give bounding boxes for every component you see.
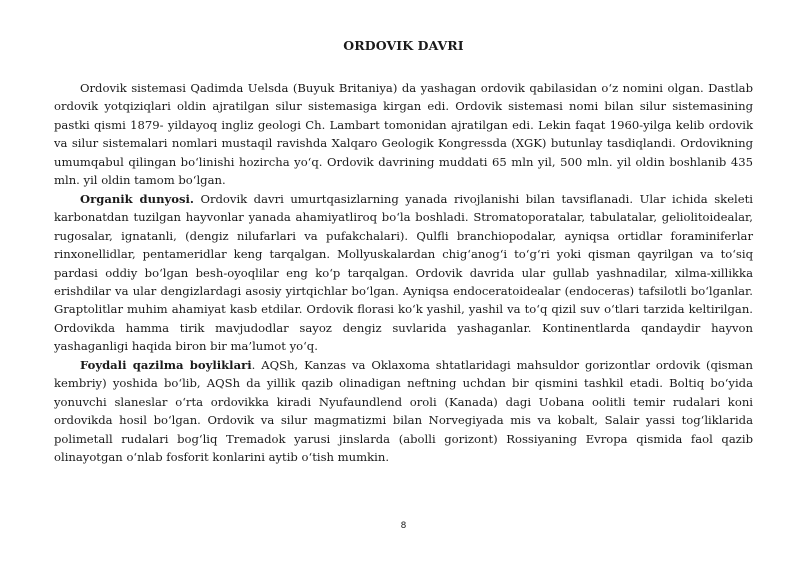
paragraph-text: Ordovik davri umurtqasizlarning yanada rivojlanishi bilan tavsiflanadi. Ular ichida skeleti karbonatdan tuzilgan hayvonlar yanada ahamiyatliroq bo‘la boshladi. Stromatoporatalar, tabulatalar, geliolitoidealar, rugosalar, ignatanli, (dengiz nilufarlari va pufakchalari). Qulfli branchiopodalar, ayniqsa ortidlar foraminiferlar rinxonellidlar, pentameridlar keng tarqalgan. Mollyuskalardan chig‘anog‘i to‘g‘ri yoki qisman qayrilgan va to‘siq pardasi oddiy bo‘lgan besh-oyoqlilar eng ko‘p tarqalgan. Ordovik davrida ular gullab yashnadilar, xilma-xillikka erishdilar va ular dengizlardagi asosiy yirtqichlar bo‘lgan. Ayniqsa endoceratoidealar (endoceras) tafsilotli bo‘lganlar. Graptolitlar muhim ahamiyat kasb etdilar. Ordovik florasi ko‘k yashil, yashil va to‘q qizil suv o‘tlari tarzida keltirilgan. Ordovikda hamma tirik mavjudodlar sayoz dengiz suvlarida yashaganlar. Kontinentlarda qandaydir hayvon yashaganligi haqida biron bir ma’lumot yo‘q. xyxy=(54,191,753,354)
page-number: 8 xyxy=(400,521,407,531)
page-title: ORDOVIK DAVRI xyxy=(343,38,464,53)
paragraph-intro xyxy=(54,79,753,190)
section-heading-organic-world: Organik dunyosi. xyxy=(80,191,194,206)
document-page xyxy=(54,0,753,565)
section-heading-mineral-resources: Foydali qazilma boyliklari xyxy=(80,357,252,372)
paragraph-organic-world xyxy=(54,190,753,356)
paragraph-text: . AQSh, Kanzas va Oklaxoma shtatlaridagi mahsuldor gorizontlar ordovik (qisman kembriy) yoshida bo‘lib, AQSh da yillik qazib olinadigan neftning uchdan bir qismini tashkil etadi. Boltiq bo‘yida yonuvchi slaneslar o‘rta ordovikka kiradi Nyufaundlend oroli (Kanada) dagi Uobana oolitli temir rudalari koni ordovikda hosil bo‘lgan. Ordovik va silur magmatizmi bilan Norvegiyada mis va kobalt, Salair yassi tog‘liklarida polimetall rudalari bog‘liq Tremadok yarusi jinslarda (abolli gorizont) Rossiyaning Evropa qismida faol qazib olinayotgan o‘nlab fosforit konlarini aytib o‘tish mumkin. xyxy=(54,357,753,465)
document-body xyxy=(54,79,753,467)
paragraph-text: Ordovik sistemasi Qadimda Uelsda (Buyuk Britaniya) da yashagan ordovik qabilasidan o‘z nomini olgan. Dastlab ordovik yotqiziqlari oldin ajratilgan silur sistemasiga kirgan edi. Ordovik sistemasi nomi bilan silur sistemasining pastki qismi 1879- yildayoq ingliz geologi Ch. Lambart tomonidan ajratilgan edi. Lekin faqat 1960-yilga kelib ordovik va silur sistemalari nomlari mustaqil ravishda Xalqaro Geologik Kongressda (XGK) butunlay tasdiqlandi. Ordovikning umumqabul qilingan bo‘linishi hozircha yo‘q. Ordovik davrining muddati 65 mln yil, 500 mln. yil oldin boshlanib 435 mln. yil oldin tamom bo‘lgan. xyxy=(54,81,753,188)
paragraph-mineral-resources xyxy=(54,356,753,467)
